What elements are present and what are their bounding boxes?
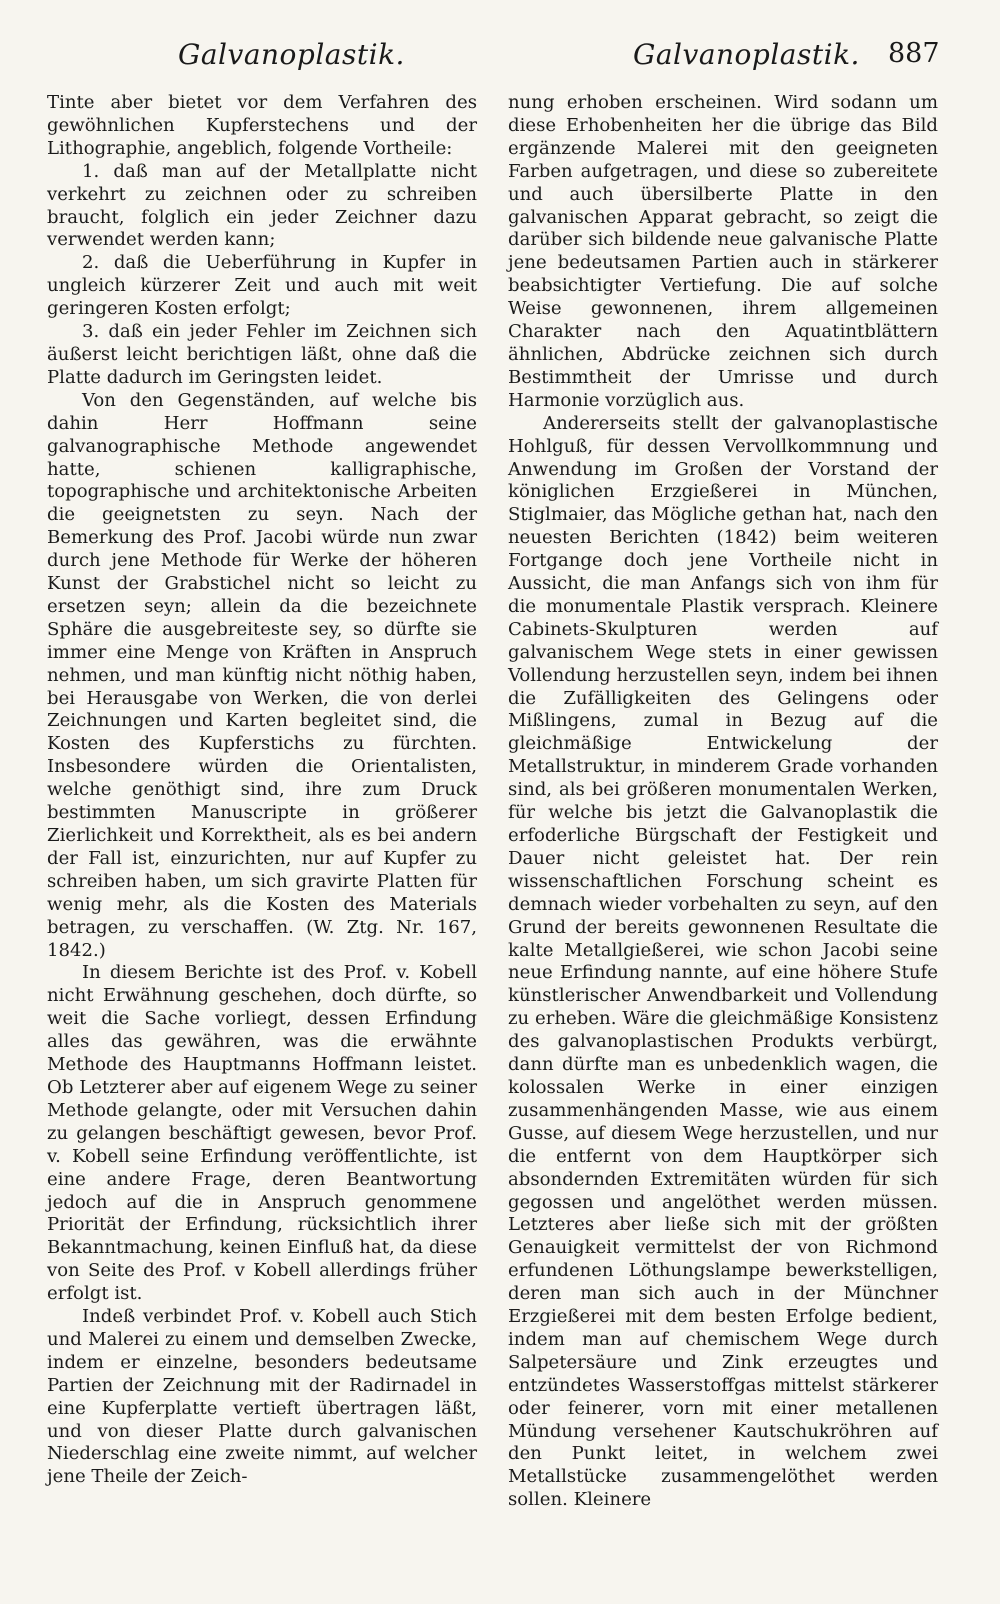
running-head-left: Galvanoplastik. xyxy=(178,38,405,71)
list-item: 2. daß die Ueberführung in Kupfer in ungleich kürzerer Zeit und auch mit weit geringeren Kosten erfolgt; xyxy=(47,252,477,320)
paragraph: nung erhoben erscheinen. Wird sodann um diese Erhobenheiten her die übrige das Bild ergänzende Malerei mit den geeigneten Farben aufgetragen, und diese so zubereitete und auch übersilberte Platte in den galvanischen Apparat gebracht, so zeigt die darüber sich bildende neue galvanische Platte jene bedeutsamen Partien auch in stärkerer beabsichtigter Vertiefung. Die auf solche Weise gewonnenen, ihrem allgemeinen Charakter nach den Aquatintblättern ähnlichen, Abdrücke zeichnen sich durch Bestimmtheit der Umrisse und durch Harmonie vorzüglich aus. xyxy=(508,92,938,411)
page-number: 887 xyxy=(888,38,940,69)
paragraph: In diesem Berichte ist des Prof. v. Kobell nicht Erwähnung geschehen, doch dürfte, so weit die Sache vorliegt, dessen Erfindung alles das gewähren, was die erwähnte Methode des Hauptmanns Hoffmann leistet. Ob Letzterer aber auf eigenem Wege zu seiner Methode gelangte, oder mit Versuchen dahin zu gelangen beschäftigt gewesen, bevor Prof. v. Kobell seine Erfindung veröffentlichte, ist eine andere Frage, deren Beantwortung jedoch auf die in Anspruch genommene Priorität der Erfindung, rücksichtlich ihrer Bekanntmachung, keinen Einfluß hat, da diese von Seite des Prof. v Kobell allerdings früher erfolgt ist. xyxy=(47,962,477,1305)
right-column xyxy=(508,92,938,1512)
left-column xyxy=(47,92,477,1489)
paragraph: Indeß verbindet Prof. v. Kobell auch Stich und Malerei zu einem und demselben Zwecke, indem er einzelne, besonders bedeutsame Partien der Zeichnung mit der Radirnadel in eine Kupferplatte vertieft übertragen läßt, und von dieser Platte durch galvanischen Niederschlag eine zweite nimmt, auf welcher jene Theile der Zeich- xyxy=(47,1306,477,1488)
paragraph: Andererseits stellt der galvanoplastische Hohlguß, für dessen Vervollkommnung und Anwendung im Großen der Vorstand der königlichen Erzgießerei in München, Stiglmaier, das Mögliche gethan hat, nach den neuesten Berichten (1842) beim weiteren Fortgange doch jene Vortheile nicht in Aussicht, die man Anfangs sich von ihm für die monumentale Plastik versprach. Kleinere Cabinets-Skulpturen werden auf galvanischem Wege stets in einer gewissen Vollendung herzustellen seyn, indem bei ihnen die Zufälligkeiten des Gelingens oder Mißlingens, zumal in Bezug auf die gleichmäßige Entwickelung der Metallstruktur, in minderem Grade vorhanden sind, als bei größeren monumentalen Werken, für welche bis jetzt die Galvanoplastik die erfoderliche Bürgschaft der Festigkeit und Dauer nicht geleistet hat. Der rein wissenschaftlichen Forschung scheint es demnach wieder vorbehalten zu seyn, auf den Grund der bereits gewonnenen Resultate die kalte Metallgießerei, wie schon Jacobi seine neue Erfindung nannte, auf eine höhere Stufe künstlerischer Anwendbarkeit und Vollendung zu erheben. Wäre die gleichmäßige Konsistenz des galvanoplastischen Produkts verbürgt, dann dürfte man es unbedenklich wagen, die kolossalen Werke in einer einzigen zusammenhängenden Masse, wie aus einem Gusse, auf diesem Wege herzustellen, und nur die entfernt von dem Hauptkörper sich absondernden Extremitäten würden für sich gegossen und angelöthet werden müssen. Letzteres aber ließe sich mit der größten Genauigkeit vermittelst der von Richmond erfundenen Löthungslampe bewerkstelligen, deren man sich auch in der Münchner Erzgießerei mit dem besten Erfolge bedient, indem man auf chemischem Wege durch Salpetersäure und Zink erzeugtes und entzündetes Wasserstoffgas mittelst stärkerer oder feinerer, vorn mit einer metallenen Mündung versehener Kautschukröhren auf den Punkt leitet, in welchem zwei Metallstücke zusammengelöthet werden sollen. Kleinere xyxy=(508,412,938,1511)
list-item: 1. daß man auf der Metallplatte nicht verkehrt zu zeichnen oder zu schreiben braucht, folglich ein jeder Zeichner dazu verwendet werden kann; xyxy=(47,160,477,251)
paragraph: Von den Gegenständen, auf welche bis dahin Herr Hoffmann seine galvanographische Methode angewendet hatte, schienen kalligraphische, topographische und architektonische Arbeiten die geeignetsten zu seyn. Nach der Bemerkung des Prof. Jacobi würde nun zwar durch jene Methode für Werke der höheren Kunst der Grabstichel nicht so leicht zu ersetzen seyn; allein da die bezeichnete Sphäre die ausgebreiteste sey, so dürfte sie immer eine Menge von Kräften in Anspruch nehmen, und man künftig nicht nöthig haben, bei Herausgabe von Werken, die von derlei Zeichnungen und Karten begleitet sind, die Kosten des Kupferstichs zu fürchten. Insbesondere würden die Orientalisten, welche genöthigt sind, ihre zum Druck bestimmten Manuscripte in größerer Zierlichkeit und Korrektheit, als es bei andern der Fall ist, einzurichten, nur auf Kupfer zu schreiben haben, um sich gravirte Platten für wenig mehr, als die Kosten des Materials betragen, zu verschaffen. (W. Ztg. Nr. 167, 1842.) xyxy=(47,389,477,961)
running-head-right: Galvanoplastik. xyxy=(633,38,860,71)
paragraph: Tinte aber bietet vor dem Verfahren des gewöhnlichen Kupferstechens und der Lithographie, angeblich, folgende Vortheile: xyxy=(47,92,477,159)
list-item: 3. daß ein jeder Fehler im Zeichnen sich äußerst leicht berichtigen läßt, ohne daß die Platte dadurch im Geringsten leidet. xyxy=(47,321,477,388)
